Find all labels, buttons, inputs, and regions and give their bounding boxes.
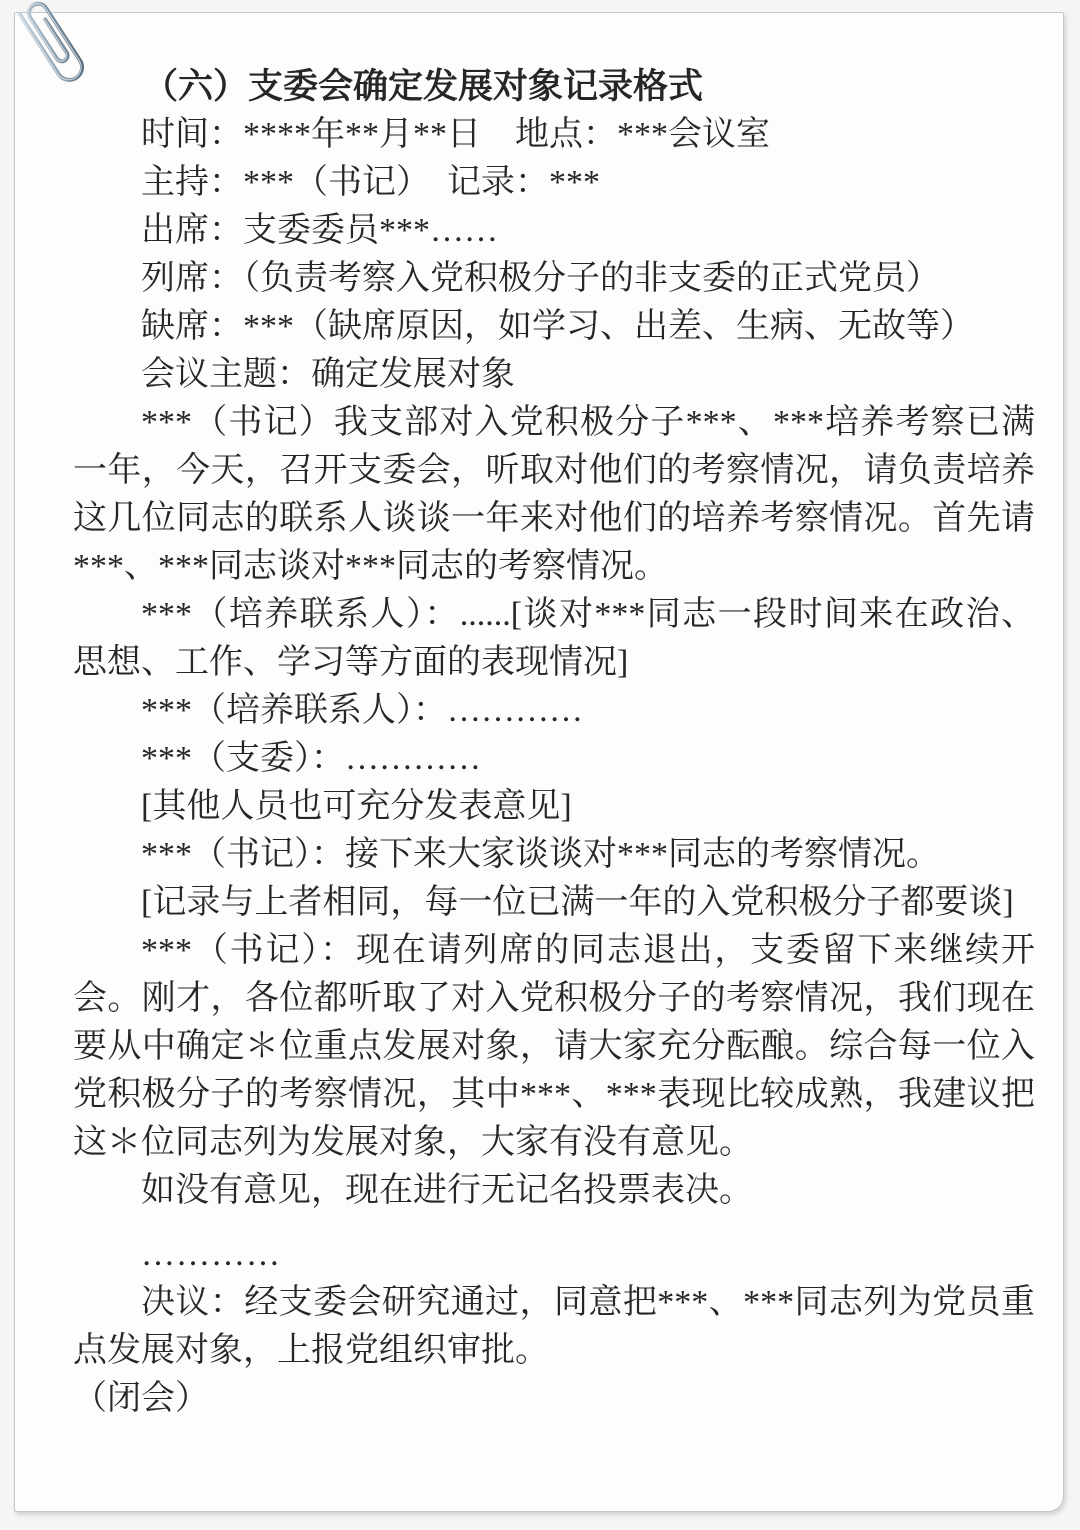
- paragraph: ***（书记）：现在请列席的同志退出，支委留下来继续开会。刚才，各位都听取了对入党积极分子的考察情况，我们现在要从中确定＊位重点发展对象，请大家充分酝酿。综合每一位入党积极分子的考察情况，其中***、***表现比较成熟，我建议把这＊位同志列为发展对象，大家有没有意见。: [73, 932, 1035, 1161]
- paragraph: 列席：（负责考察入党积极分子的非支委的正式党员）: [141, 260, 940, 297]
- paragraph: [记录与上者相同，每一位已满一年的入党积极分子都要谈]: [141, 884, 1014, 921]
- paragraph: 如没有意见，现在进行无记名投票表决。: [141, 1172, 753, 1209]
- document-body: [73, 63, 1035, 1423]
- paragraph: ***（书记）我支部对入党积极分子***、***培养考察已满一年，今天，召开支委会，听取对他们的考察情况，请负责培养这几位同志的联系人谈谈一年来对他们的培养考察情况。首先请***、***同志谈对***同志的考察情况。: [73, 404, 1035, 585]
- paragraph: ***（培养联系人）：......[谈对***同志一段时间来在政治、思想、工作、学习等方面的表现情况]: [73, 596, 1035, 681]
- document-title: （六）支委会确定发展对象记录格式: [143, 67, 704, 106]
- paragraph: ***（书记）：接下来大家谈谈对***同志的考察情况。: [141, 836, 940, 873]
- paragraph: [其他人员也可充分发表意见]: [141, 788, 572, 825]
- paragraph: 主持：***（书记） 记录：***: [141, 164, 600, 201]
- paragraph: 缺席：***（缺席原因，如学习、出差、生病、无故等）: [141, 308, 974, 345]
- paper-sheet: [14, 12, 1064, 1512]
- paragraph: 时间：****年**月**日 地点：***会议室: [141, 116, 770, 153]
- paragraph: ***（培养联系人）：…………: [141, 692, 583, 729]
- paragraph: 会议主题：确定发展对象: [141, 356, 515, 393]
- paragraph: 出席：支委委员***……: [141, 212, 498, 249]
- paragraph: （闭会）: [73, 1380, 209, 1417]
- paragraph: ***（支委）：…………: [141, 740, 481, 777]
- paragraph: 决议：经支委会研究通过，同意把***、***同志列为党员重点发展对象，上报党组织审批。: [73, 1284, 1035, 1369]
- paragraph: …………: [141, 1236, 281, 1273]
